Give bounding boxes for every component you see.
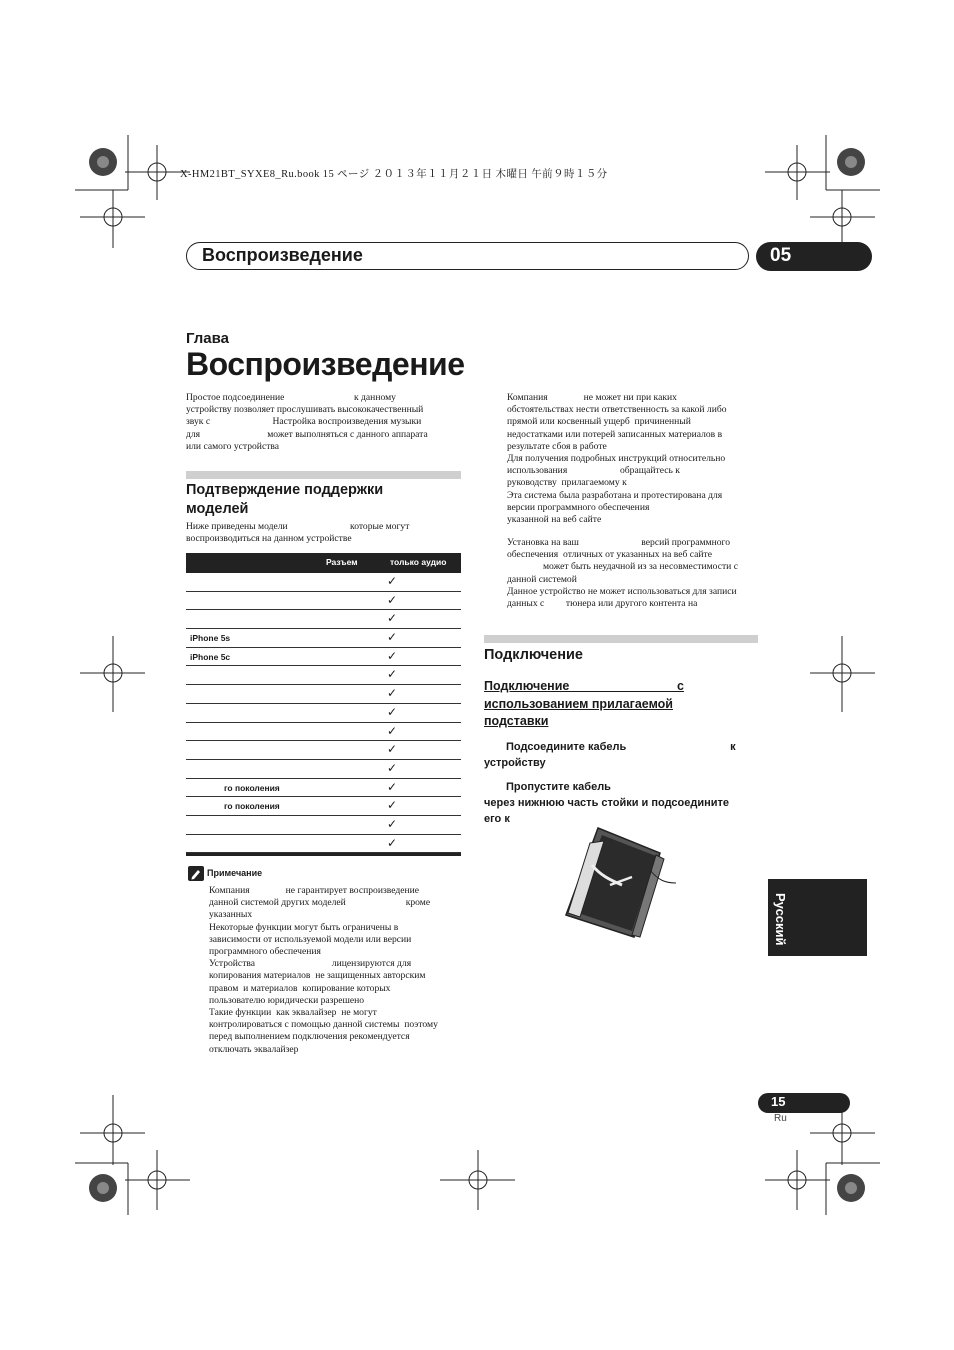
note-label: Примечание — [207, 868, 263, 878]
text-line: указанной на веб сайте — [507, 514, 602, 526]
check-mark: ✓ — [387, 630, 398, 645]
text-line: руководству прилагаемому к — [507, 477, 627, 489]
step-1 — [484, 739, 758, 771]
text-line: пользователю юридически разрешено — [209, 994, 365, 1006]
col-connector: Разъем — [326, 557, 358, 567]
step-line: Подсоедините кабель к — [506, 741, 736, 753]
text-line: Компания не гарантирует воспроизведение — [209, 885, 420, 896]
disclaimer-text — [507, 392, 759, 526]
text-line: Установка на ваш версий программного — [507, 537, 731, 548]
check-mark: ✓ — [387, 574, 398, 588]
table-row — [186, 779, 461, 798]
table-bottom-rule — [186, 853, 461, 856]
heading-line: подставки — [484, 714, 549, 728]
intro-text — [186, 392, 461, 453]
text-line: перед выполнением подключения рекомендуется — [209, 1031, 410, 1043]
dock-drawing — [560, 825, 680, 940]
heading-line: Подтверждение поддержки — [186, 482, 384, 498]
section-divider — [186, 471, 461, 479]
text-line: результате сбоя в работе — [507, 440, 607, 452]
check-mark: ✓ — [387, 760, 398, 775]
check-mark: ✓ — [387, 611, 398, 626]
text-line: данных с тюнера или другого контента на — [507, 598, 698, 610]
text-line: данной системой — [507, 573, 577, 585]
text-line: воспроизводиться на данном устройстве — [186, 533, 352, 545]
text-line: Данное устройство не может использоваться для записи — [507, 585, 737, 597]
text-line: зависимости от используемой модели или версии — [209, 933, 412, 945]
step-line: его к — [484, 813, 510, 825]
pencil-icon — [188, 866, 204, 881]
text-line: Эта система была разработана и протестирована для — [507, 489, 723, 501]
heading-line: использованием прилагаемой — [484, 696, 673, 711]
table-row — [186, 648, 461, 667]
text-line: обстоятельствах нести ответственность за какой либо — [507, 404, 727, 416]
text-line: Для получения подробных инструкций относительно — [507, 453, 726, 465]
header-title: Воспроизведение — [202, 245, 363, 265]
text-line: Компания не может ни при каких — [507, 392, 677, 403]
model-name: го поколения — [224, 782, 280, 793]
table-header — [186, 553, 461, 573]
page-lang: Ru — [774, 1113, 787, 1124]
text-line: правом и материалов копирование которых — [209, 982, 391, 994]
check-mark: ✓ — [387, 686, 398, 701]
text-line: отключать эквалайзер — [209, 1043, 299, 1055]
table-row — [186, 797, 461, 816]
firmware-text — [507, 537, 759, 610]
text-line: Устройства лицензируются для — [209, 958, 412, 970]
section-title-models — [186, 481, 461, 519]
check-mark: ✓ — [387, 667, 398, 682]
subsection-title-dock — [484, 678, 744, 731]
text-line: использования обращайтесь к — [507, 465, 680, 477]
model-name: iPhone 5s — [190, 633, 231, 644]
check-mark: ✓ — [387, 779, 398, 794]
table-row — [186, 592, 461, 611]
chapter-number: 05 — [770, 245, 792, 266]
page-number: 15 — [771, 1094, 786, 1109]
table-row — [186, 704, 461, 723]
check-mark: ✓ — [387, 723, 398, 738]
text-line: Некоторые функции могут быть ограничены в — [209, 921, 399, 933]
text-line: Такие функции как эквалайзер не могут — [209, 1007, 377, 1019]
check-mark: ✓ — [387, 648, 398, 663]
model-name: го поколения — [224, 801, 280, 812]
step-line: через нижнюю часть стойки и подсоедините — [484, 797, 730, 809]
text-line: недостатками или потерей записанных материалов в — [507, 428, 723, 440]
language-tab-label — [772, 893, 790, 949]
check-mark: ✓ — [387, 704, 398, 719]
note-body — [209, 885, 461, 1056]
table-row — [186, 835, 461, 854]
table-row — [186, 741, 461, 760]
table-row — [186, 723, 461, 742]
check-mark: ✓ — [387, 798, 398, 813]
section-divider — [484, 635, 758, 643]
text-line: Простое подсоединение к данному — [186, 392, 396, 403]
check-mark: ✓ — [387, 742, 398, 757]
chapter-title: Воспроизведение — [186, 346, 465, 382]
text-line: контролироваться с помощью данной системы поэтому — [209, 1019, 438, 1031]
models-table — [186, 553, 461, 856]
step-line: устройству — [484, 757, 546, 769]
heading-line: моделей — [186, 501, 249, 517]
text-line: или самого устройства — [186, 440, 280, 452]
step-line: Пропустите кабель — [506, 781, 611, 793]
check-mark: ✓ — [387, 835, 398, 850]
step-2 — [484, 779, 758, 827]
text-line: данной системой других моделей кроме — [209, 897, 431, 909]
table-row — [186, 816, 461, 835]
text-line: может быть неудачной из за несовместимости с — [507, 561, 738, 573]
section-title-connection: Подключение — [484, 647, 583, 663]
text-line: обеспечения отличных от указанных на веб сайте — [507, 549, 712, 561]
table-row — [186, 760, 461, 779]
table-row — [186, 610, 461, 629]
file-info: X-HM21BT_SYXE8_Ru.book 15 ページ ２０１３年１１月２１日 木曜日 午前９時１５分 — [180, 169, 608, 180]
text-line: программного обеспечения — [209, 946, 321, 958]
chapter-label: Глава — [186, 330, 229, 347]
check-mark: ✓ — [387, 816, 398, 831]
language-label: Русский — [773, 893, 788, 946]
text-line: звук с Настройка воспроизведения музыки — [186, 416, 422, 428]
table-row — [186, 573, 461, 592]
text-line: Ниже приведены модели которые могут — [186, 521, 410, 532]
text-line: указанных — [209, 909, 253, 921]
text-line: версии программного обеспечения — [507, 501, 650, 513]
note-icon — [188, 866, 204, 881]
model-name: iPhone 5c — [190, 651, 231, 662]
table-row — [186, 629, 461, 648]
text-line: прямой или косвенный ущерб причиненный — [507, 416, 691, 428]
check-mark: ✓ — [387, 592, 398, 607]
table-row — [186, 685, 461, 704]
models-text — [186, 521, 461, 545]
heading-line: Подключение с — [484, 679, 684, 693]
col-audio-only: только аудио — [390, 557, 447, 567]
dock-illustration — [560, 825, 680, 940]
text-line: копирования материалов не защищенных авторским — [209, 970, 426, 982]
text-line: устройству позволяет прослушивать высококачественный — [186, 404, 424, 416]
text-line: для может выполняться с данного аппарата — [186, 428, 428, 440]
table-row — [186, 666, 461, 685]
